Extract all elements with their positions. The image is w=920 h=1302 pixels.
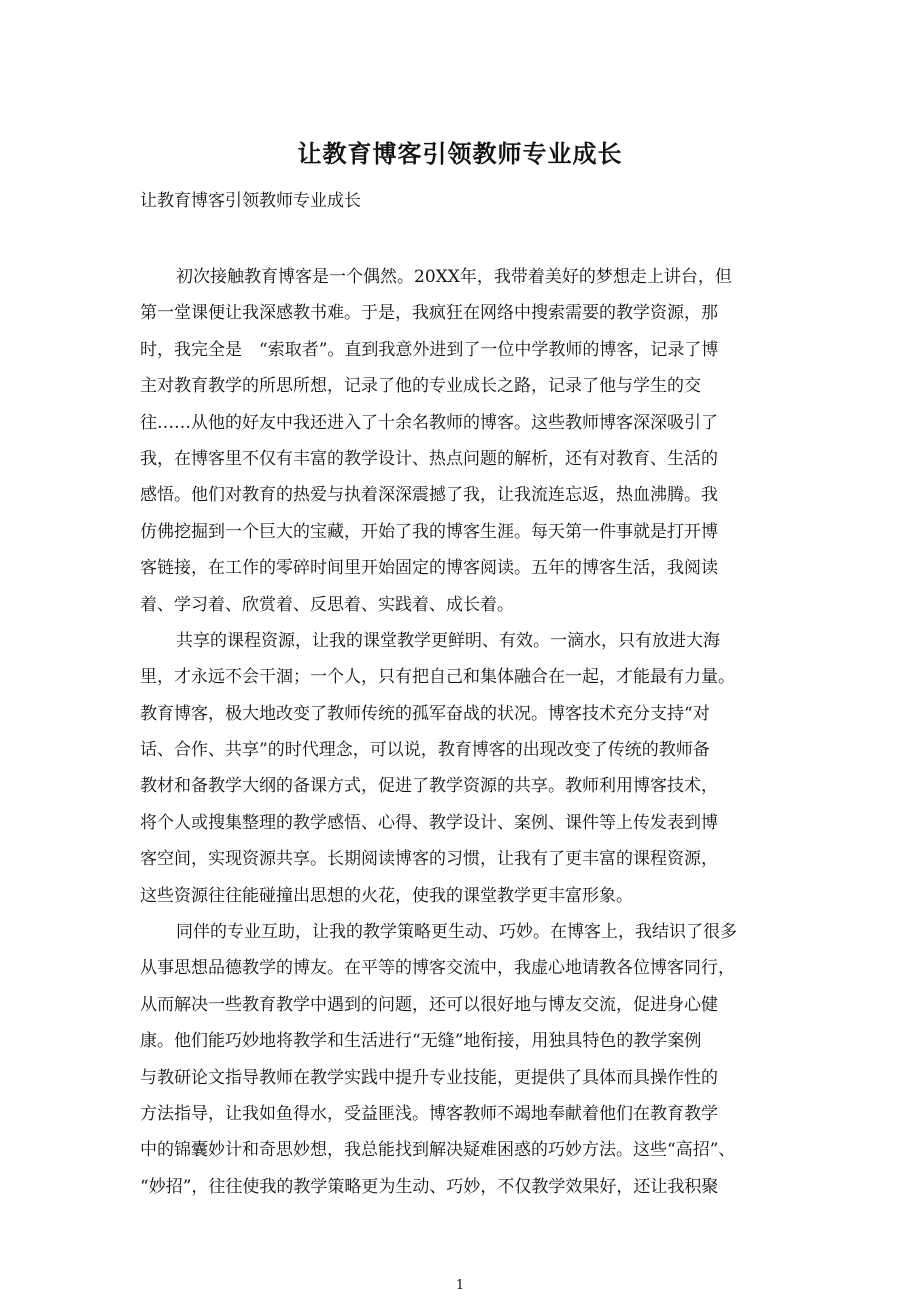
paragraph-3 <box>140 914 785 1205</box>
text-line: 共享的课程资源，让我的课堂教学更鲜明、有效。一滴水，只有放进大海 <box>176 630 720 651</box>
text-line: 同伴的专业互助，让我的教学策略更生动、巧妙。在博客上，我结识了很多 <box>176 922 737 943</box>
text-line: 往……从他的好友中我还进入了十余名教师的博客。这些教师博客深深吸引了 <box>140 412 718 433</box>
text-line: 着、学习着、欣赏着、反思着、实践着、成长着。 <box>140 594 514 615</box>
paragraph-2 <box>140 623 785 914</box>
text-line: 中的锦囊妙计和奇思妙想，我总能找到解决疑难困惑的巧妙方法。这些“高招”、 <box>140 1140 736 1161</box>
document-body <box>140 259 785 1205</box>
text-line: 时，我完全是 “索取者”。直到我意外进到了一位中学教师的博客，记录了博 <box>140 339 719 360</box>
text-line: 教材和备教学大纲的备课方式，促进了教学资源的共享。教师利用博客技术， <box>140 776 718 797</box>
text-line: 初次接触教育博客是一个偶然。20XX年，我带着美好的梦想走上讲台，但 <box>176 267 732 287</box>
text-line: 康。他们能巧妙地将教学和生活进行“无缝”地衔接，用独具特色的教学案例 <box>140 1031 702 1052</box>
text-line: 仿佛挖掘到一个巨大的宝藏，开始了我的博客生涯。每天第一件事就是打开博 <box>140 521 718 542</box>
text-line: 方法指导，让我如鱼得水，受益匪浅。博客教师不竭地奉献着他们在教育教学 <box>140 1103 718 1124</box>
paragraph-1 <box>140 259 785 623</box>
text-line: 感悟。他们对教育的热爱与执着深深震撼了我，让我流连忘返，热血沸腾。我 <box>140 485 718 506</box>
text-line: “妙招”，往往使我的教学策略更为生动、巧妙，不仅教学效果好，还让我积聚 <box>140 1176 719 1197</box>
text-line: 第一堂课便让我深感教书难。于是，我疯狂在网络中搜索需要的教学资源，那 <box>140 303 718 324</box>
document-subtitle: 让教育博客引领教师专业成长 <box>140 191 361 211</box>
text-line: 客空间，实现资源共享。长期阅读博客的习惯，让我有了更丰富的课程资源， <box>140 849 718 870</box>
text-line: 与教研论文指导教师在教学实践中提升专业技能，更提供了具体而具操作性的 <box>140 1067 718 1088</box>
text-line: 话、合作、共享”的时代理念，可以说，教育博客的出现改变了传统的教师备 <box>140 740 710 761</box>
text-line: 里，才永远不会干涸；一个人，只有把自己和集体融合在一起，才能最有力量。 <box>140 667 735 688</box>
page-number: 1 <box>455 1278 465 1293</box>
text-line: 从而解决一些教育教学中遇到的问题，还可以很好地与博友交流，促进身心健 <box>140 994 718 1015</box>
document-title: 让教育博客引领教师专业成长 <box>297 139 623 168</box>
text-line: 将个人或搜集整理的教学感悟、心得、教学设计、案例、课件等上传发表到博 <box>140 812 718 833</box>
text-line: 教育博客，极大地改变了教师传统的孤军奋战的状况。博客技术充分支持“对 <box>140 703 710 724</box>
text-line: 从事思想品德教学的博友。在平等的博客交流中，我虚心地请教各位博客同行， <box>140 958 735 979</box>
text-line: 主对教育教学的所思所想，记录了他的专业成长之路，记录了他与学生的交 <box>140 376 701 397</box>
text-line: 这些资源往往能碰撞出思想的火花，使我的课堂教学更丰富形象。 <box>140 885 633 906</box>
text-line: 我，在博客里不仅有丰富的教学设计、热点问题的解析，还有对教育、生活的 <box>140 448 718 469</box>
text-line: 客链接，在工作的零碎时间里开始固定的博客阅读。五年的博客生活，我阅读 <box>140 558 718 579</box>
